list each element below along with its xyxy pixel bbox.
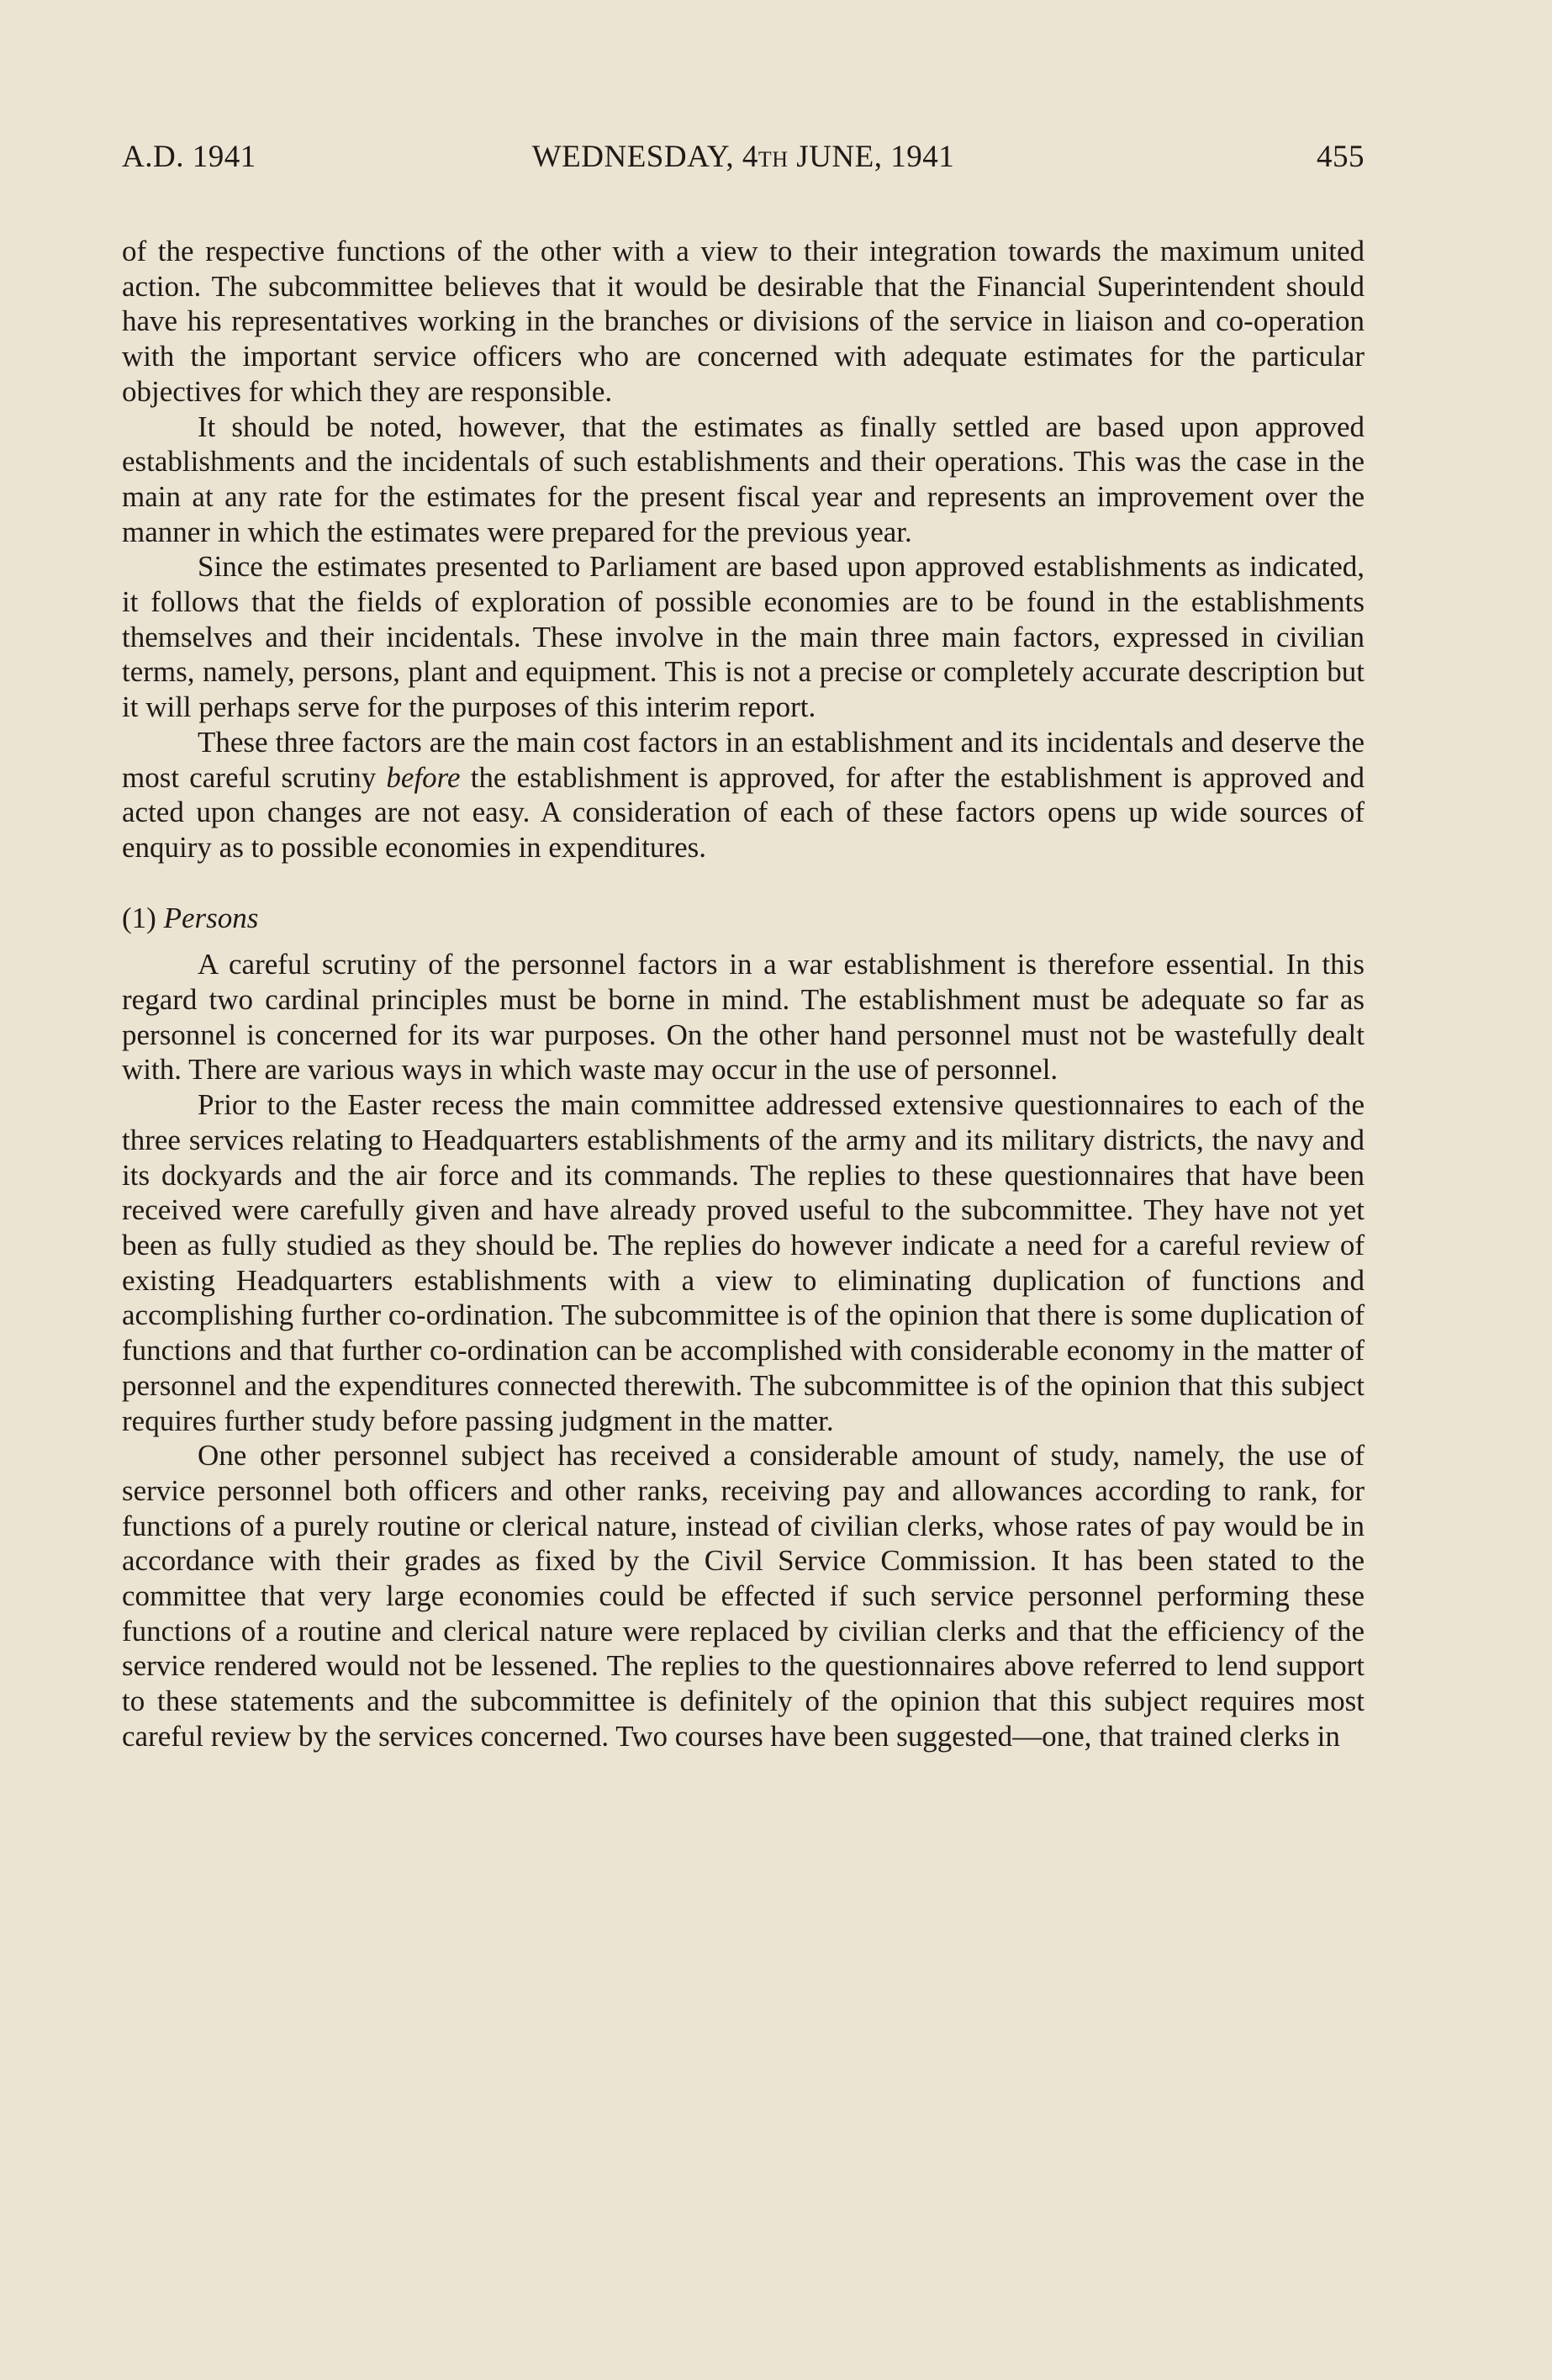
- header-date-rest: JUNE, 1941: [788, 140, 955, 174]
- paragraph: [122, 725, 1365, 865]
- section-title: Persons: [163, 901, 259, 934]
- page-number: 455: [1317, 140, 1365, 174]
- section-heading: [122, 901, 1365, 936]
- section-number: (1): [122, 901, 164, 934]
- paragraph-text: These three factors are the main cost factors in an establishment and its incidentals and deserve the most careful scrutiny: [122, 725, 1365, 794]
- paragraph-text: the establishment is approved, for after the establishment is approved and acted upon changes are not easy. A consideration of each of these factors opens up wide sources of enquiry as to possible economies in expenditures.: [122, 760, 1365, 864]
- emphasis-text: before: [386, 760, 461, 794]
- paragraph: It should be noted, however, that the estimates as finally settled are based upon approved establishments and the incidentals of such establishments and their operations. This was the case in the main at any rate for the estimates for the present fiscal year and represents an improvement over the manner in which the estimates were prepared for the previous year.: [122, 410, 1365, 548]
- header-date: [122, 139, 1365, 175]
- paragraph: One other personnel subject has received a considerable amount of study, namely, the use of service personnel both officers and other ranks, receiving pay and allowances according to rank, for functions of a purely routine or clerical nature, instead of civilian clerks, whose rates of pay would be in accordance with their grades as fixed by the Civil Service Commission. It has been stated to the committee that very large economies could be effected if such service personnel performing these functions of a routine and clerical nature were replaced by civilian clerks and that the efficiency of the service rendered would not be lessened. The replies to the questionnaires above referred to lend support to these statements and the subcommittee is definitely of the opinion that this subject requires most careful review by the services concerned. Two courses have been suggested—one, that trained clerks in: [122, 1439, 1365, 1753]
- paragraph: Since the estimates presented to Parliament are based upon approved establishments as indicated, it follows that the fields of exploration of possible economies are to be found in the establishments themselves and their incidentals. These involve in the main three main factors, expressed in civilian terms, namely, persons, plant and equipment. This is not a precise or completely accurate description but it will perhaps serve for the purposes of this interim report.: [122, 550, 1365, 724]
- paragraph: Prior to the Easter recess the main committee addressed extensive questionnaires to each of the three services relating to Headquarters establishments of the army and its military districts, the navy and its dockyards and the air force and its commands. The replies to these questionnaires that have been received were carefully given and have already proved useful to the subcommittee. They have not yet been as fully studied as they should be. The replies do however indicate a need for a careful review of existing Headquarters establishments with a view to eliminating duplication of functions and accomplishing further co-ordination. The subcommittee is of the opinion that there is some duplication of functions and that further co-ordination can be accomplished with considerable economy in the matter of personnel and the expenditures connected therewith. The subcommittee is of the opinion that this subject requires further study before passing judgment in the matter.: [122, 1088, 1365, 1437]
- paragraph: A careful scrutiny of the personnel factors in a war establishment is therefore essential. In this regard two cardinal principles must be borne in mind. The establishment must be adequate so far as personnel is concerned for its war purposes. On the other hand personnel must not be wastefully dealt with. There are various ways in which waste may occur in the use of personnel.: [122, 948, 1365, 1087]
- paragraph: of the respective functions of the other with a view to their integration towards the maximum united action. The subcommittee believes that it would be desirable that the Financial Superintendent should have his representatives working in the branches or divisions of the service in liaison and co-operation with the important service officers who are concerned with adequate estimates for the particular objectives for which they are responsible.: [122, 235, 1365, 408]
- header-year: A.D. 1941: [122, 140, 256, 174]
- document-body: [122, 234, 1365, 1754]
- header-date-ordinal: TH: [758, 147, 789, 172]
- running-header: [122, 139, 1365, 189]
- header-date-prefix: WEDNESDAY, 4: [531, 140, 758, 174]
- document-page: [122, 139, 1365, 1754]
